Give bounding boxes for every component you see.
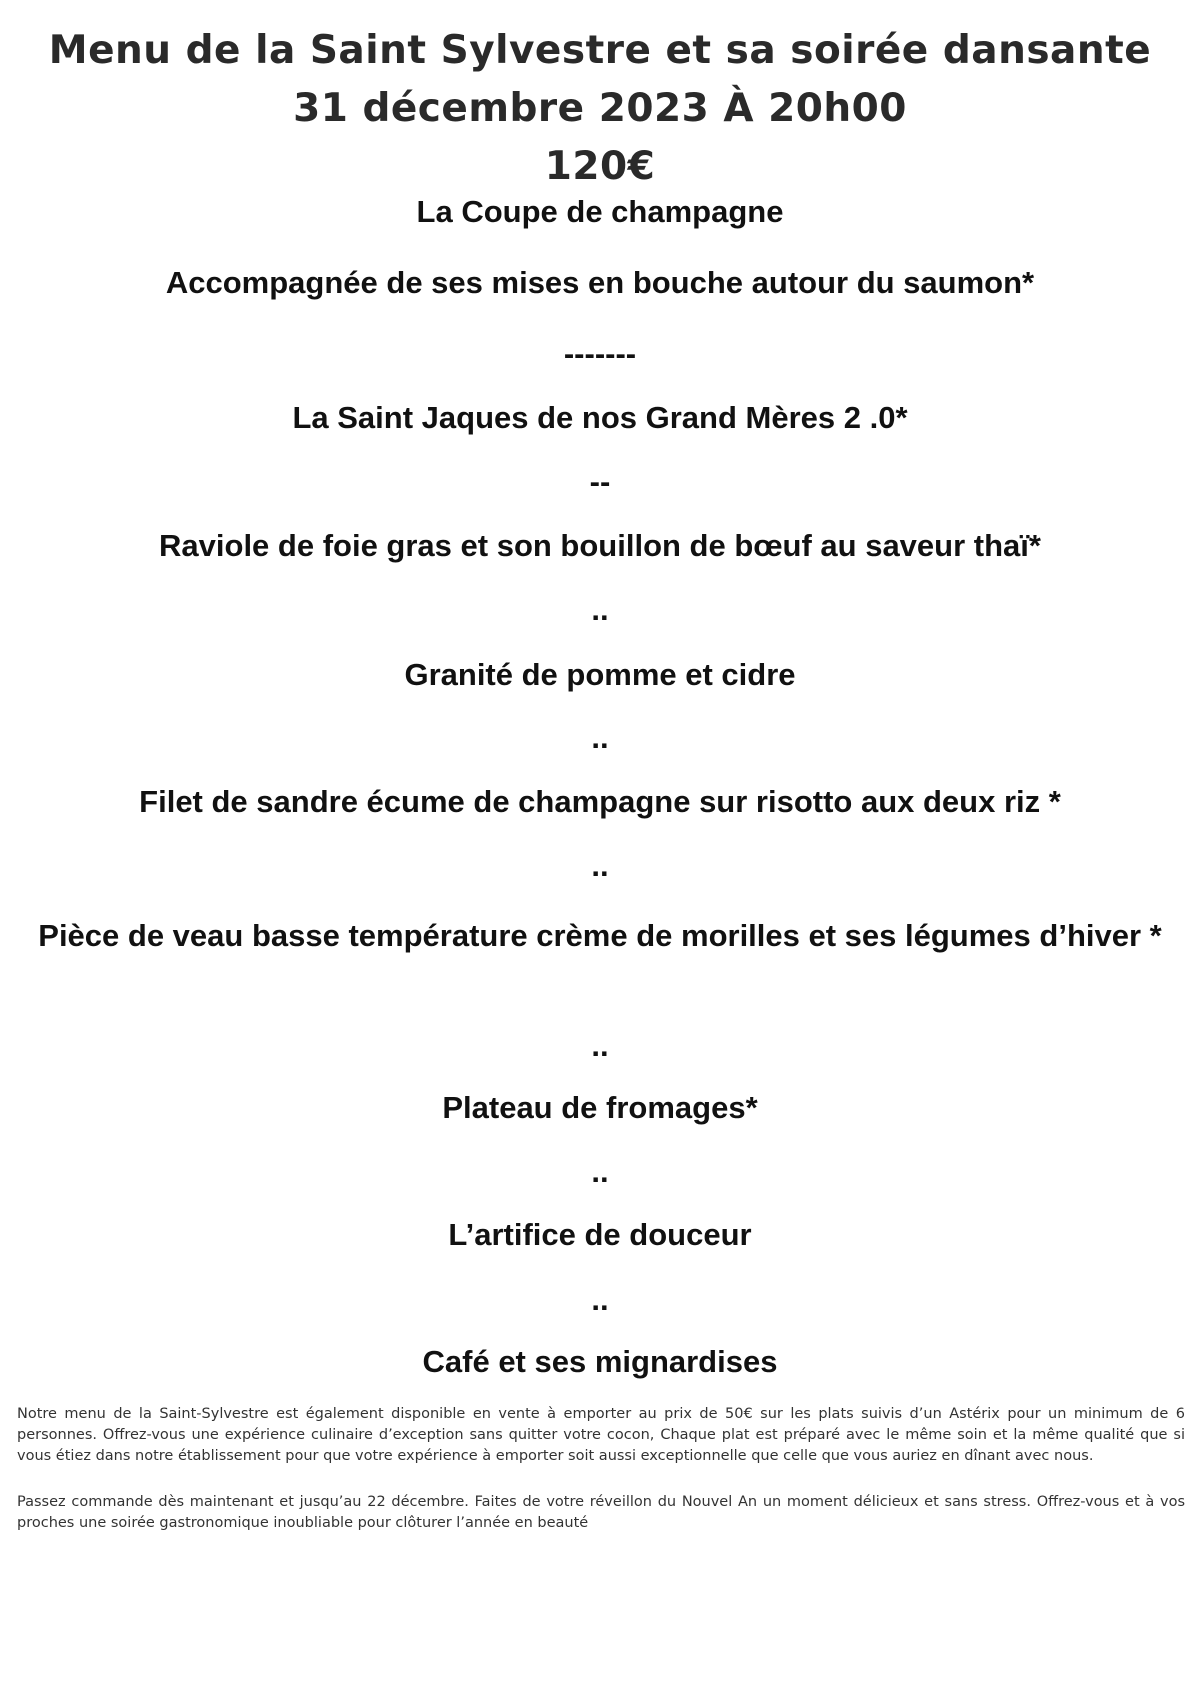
page-title: Menu de la Saint Sylvestre et sa soirée dansante xyxy=(48,28,1152,73)
menu-separator: ------- xyxy=(563,336,637,371)
menu-item-dessert: L’artifice de douceur xyxy=(448,1217,752,1252)
menu-separator: .. xyxy=(591,720,609,755)
menu-separator: -- xyxy=(589,464,611,499)
menu-item-fromages: Plateau de fromages* xyxy=(442,1090,758,1125)
menu-item-sandre: Filet de sandre écume de champagne sur risotto aux deux riz * xyxy=(139,784,1061,819)
menu-item-veau: Pièce de veau basse température crème de morilles et ses légumes d’hiver * xyxy=(38,918,1162,953)
event-price: 120€ xyxy=(544,144,656,189)
menu-separator: .. xyxy=(591,1028,609,1063)
menu-separator: .. xyxy=(591,1282,609,1317)
menu-item-raviole: Raviole de foie gras et son bouillon de bœuf au saveur thaï* xyxy=(159,528,1041,563)
menu-item-cafe: Café et ses mignardises xyxy=(422,1344,778,1379)
menu-separator: .. xyxy=(591,592,609,627)
menu-header xyxy=(0,22,1200,196)
menu-separator: .. xyxy=(591,848,609,883)
order-note: Passez commande dès maintenant et jusqu’au 22 décembre. Faites de votre réveillon du Nouvel An un moment délicieux et sans stress. Offrez-vous et à vos proches une soirée gastronomique inoubliable pour clôturer l’année en beauté xyxy=(17,1494,1185,1531)
takeaway-note: Notre menu de la Saint-Sylvestre est également disponible en vente à emporter au prix de 50€ sur les plats suivis d’un Astérix pour un minimum de 6 personnes. Offrez-vous une expérience culinaire d’exception sans quitter votre cocon, Chaque plat est préparé avec le même soin et la même qualité que si vous étiez dans notre établissement pour que votre expérience à emporter soit aussi exceptionnelle que celle que vous auriez en dînant avec nous. xyxy=(17,1406,1185,1464)
menu-item-saint-jacques: La Saint Jaques de nos Grand Mères 2 .0* xyxy=(292,400,908,435)
menu-item-amuse-bouche: Accompagnée de ses mises en bouche autour du saumon* xyxy=(165,265,1035,300)
menu-item-granite: Granité de pomme et cidre xyxy=(404,657,796,692)
menu-item-champagne: La Coupe de champagne xyxy=(416,194,784,229)
menu-separator: .. xyxy=(591,1154,609,1189)
event-date: 31 décembre 2023 À 20h00 xyxy=(293,86,907,131)
